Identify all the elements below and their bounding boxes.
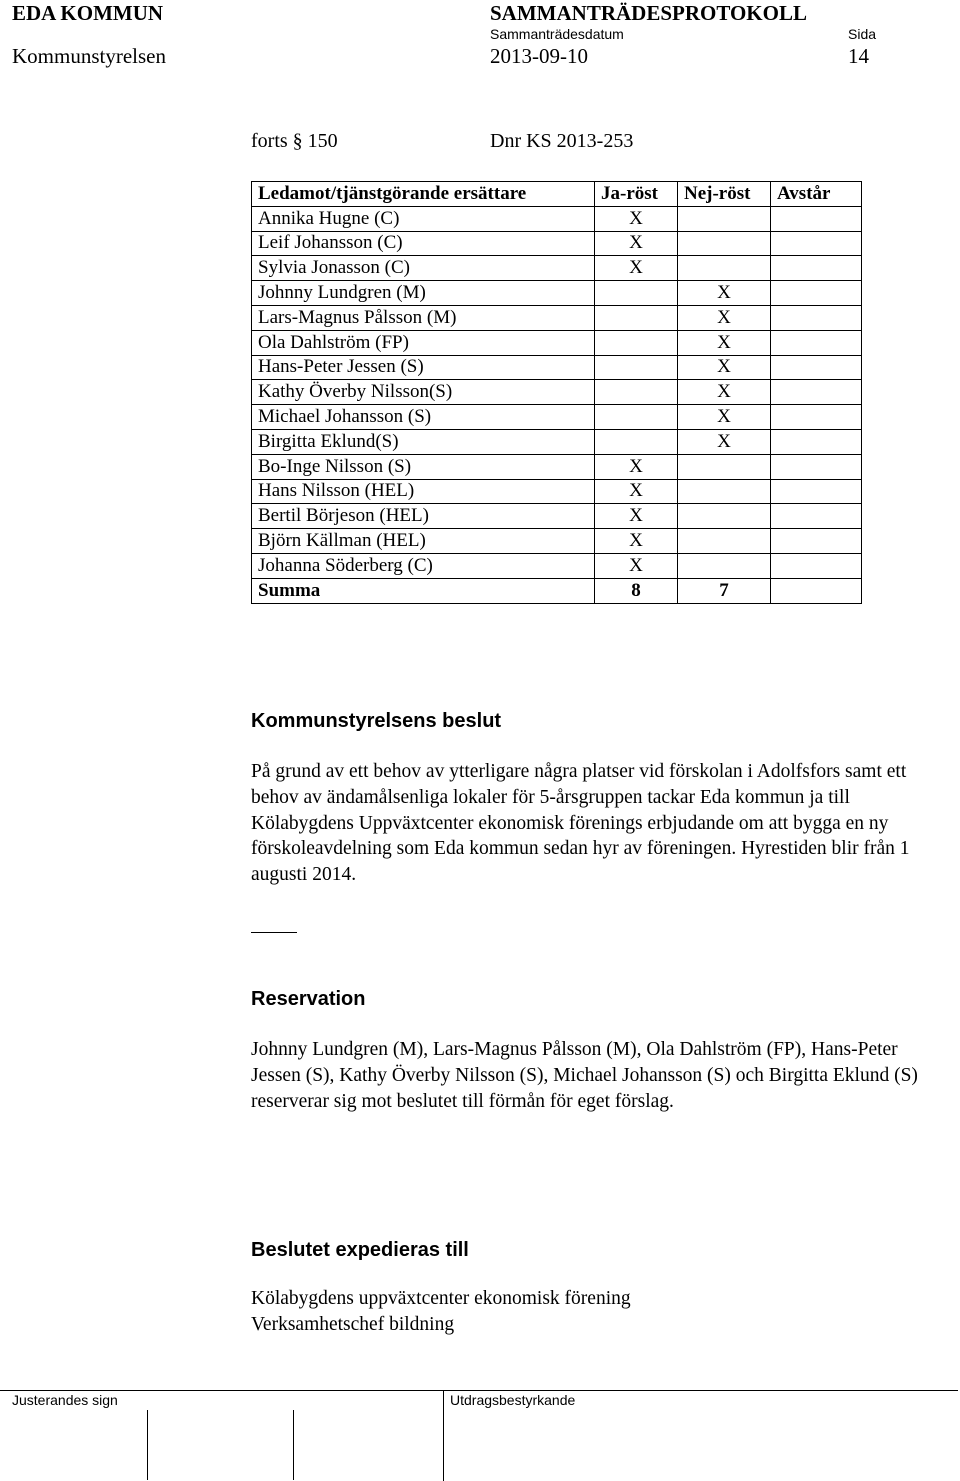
no-vote-cell: X: [678, 405, 771, 430]
footer-rule: [0, 1390, 958, 1391]
abstain-cell: [771, 429, 862, 454]
yes-vote-cell: X: [595, 553, 678, 578]
abstain-cell: [771, 355, 862, 380]
member-name-cell: Michael Johansson (S): [252, 405, 595, 430]
yes-vote-cell: [595, 305, 678, 330]
yes-vote-cell: [595, 330, 678, 355]
vote-table-row: [252, 206, 862, 231]
member-name-cell: Annika Hugne (C): [252, 206, 595, 231]
abstain-cell: [771, 380, 862, 405]
column-header-no: Nej-röst: [678, 182, 771, 207]
decision-text: På grund av ett behov av ytterligare några platser vid förskolan i Adolfsfors samt ett behov av ändamålsenliga lokaler för 5-årsgruppen tackar Eda kommun ja till Kölabygdens Uppväxtcenter ekonomisk förenings erbjudande om att bygga en ny förskoleavdelning som Eda kommun sedan hyr av föreningen. Hyrestiden blir från 1 augusti 2014.: [251, 761, 910, 886]
vote-table-row: [252, 504, 862, 529]
no-vote-cell: X: [678, 380, 771, 405]
member-name-cell: Johnny Lundgren (M): [252, 281, 595, 306]
abstain-cell: [771, 454, 862, 479]
abstain-total-cell: [771, 578, 862, 603]
vote-table-row: [252, 256, 862, 281]
yes-vote-cell: X: [595, 256, 678, 281]
no-vote-cell: [678, 454, 771, 479]
no-vote-cell: [678, 529, 771, 554]
vote-table-row: [252, 380, 862, 405]
no-vote-cell: X: [678, 429, 771, 454]
yes-vote-cell: [595, 355, 678, 380]
abstain-cell: [771, 529, 862, 554]
member-name-cell: Sylvia Jonasson (C): [252, 256, 595, 281]
column-header-member: Ledamot/tjänstgörande ersättare: [252, 182, 595, 207]
member-name-cell: Hans Nilsson (HEL): [252, 479, 595, 504]
yes-vote-cell: X: [595, 529, 678, 554]
vote-table-row: [252, 281, 862, 306]
vote-table-summary-row: [252, 578, 862, 603]
yes-total-cell: 8: [595, 578, 678, 603]
organization-name: EDA KOMMUN: [12, 1, 164, 25]
member-name-cell: Birgitta Eklund(S): [252, 429, 595, 454]
footer-divider: [443, 1391, 444, 1481]
member-name-cell: Leif Johansson (C): [252, 231, 595, 256]
abstain-cell: [771, 330, 862, 355]
abstain-cell: [771, 479, 862, 504]
abstain-cell: [771, 206, 862, 231]
yes-vote-cell: X: [595, 231, 678, 256]
vote-table-row: [252, 330, 862, 355]
vote-table-row: [252, 429, 862, 454]
member-name-cell: Johanna Söderberg (C): [252, 553, 595, 578]
vote-table-row: [252, 305, 862, 330]
page-number: 14: [848, 44, 869, 68]
member-name-cell: Bertil Börjeson (HEL): [252, 504, 595, 529]
vote-table-row: [252, 529, 862, 554]
yes-vote-cell: X: [595, 206, 678, 231]
meeting-date: 2013-09-10: [490, 44, 588, 68]
paragraph-reference: forts § 150: [251, 130, 338, 152]
meeting-date-label: Sammanträdesdatum: [490, 26, 624, 42]
yes-vote-cell: X: [595, 479, 678, 504]
separator-line: [251, 932, 297, 933]
column-header-abstain: Avstår: [771, 182, 862, 207]
signature-label: Justerandes sign: [12, 1392, 118, 1408]
member-name-cell: Björn Källman (HEL): [252, 529, 595, 554]
vote-table-row: [252, 553, 862, 578]
no-vote-cell: [678, 231, 771, 256]
reservation-text: Johnny Lundgren (M), Lars-Magnus Pålsson (M), Ola Dahlström (FP), Hans-Peter Jessen (S), Kathy Överby Nilsson (S), Michael Johansson (S) och Birgitta Eklund (S) reserverar sig mot beslutet till förmån för eget förslag.: [251, 1039, 918, 1112]
decision-heading: Kommunstyrelsens beslut: [251, 710, 502, 732]
dispatch-recipient: Kölabygdens uppväxtcenter ekonomisk förening: [251, 1288, 631, 1309]
page-label: Sida: [848, 26, 877, 42]
summary-label-cell: Summa: [252, 578, 595, 603]
no-vote-cell: [678, 504, 771, 529]
reservation-heading: Reservation: [251, 988, 366, 1010]
member-name-cell: Bo-Inge Nilsson (S): [252, 454, 595, 479]
signature-box-divider: [147, 1410, 148, 1480]
no-vote-cell: [678, 553, 771, 578]
no-vote-cell: X: [678, 355, 771, 380]
yes-vote-cell: [595, 405, 678, 430]
no-vote-cell: X: [678, 330, 771, 355]
no-vote-cell: [678, 206, 771, 231]
abstain-cell: [771, 553, 862, 578]
case-number: Dnr KS 2013-253: [490, 130, 634, 152]
yes-vote-cell: X: [595, 504, 678, 529]
no-vote-cell: X: [678, 305, 771, 330]
column-header-yes: Ja-röst: [595, 182, 678, 207]
abstain-cell: [771, 281, 862, 306]
dispatch-heading: Beslutet expedieras till: [251, 1239, 469, 1261]
governing-body: Kommunstyrelsen: [12, 44, 166, 68]
extract-certification-label: Utdragsbestyrkande: [450, 1392, 576, 1408]
vote-table: [251, 181, 862, 604]
no-vote-cell: [678, 479, 771, 504]
vote-table-header-row: [252, 182, 862, 207]
yes-vote-cell: [595, 281, 678, 306]
vote-table-row: [252, 454, 862, 479]
abstain-cell: [771, 256, 862, 281]
member-name-cell: Lars-Magnus Pålsson (M): [252, 305, 595, 330]
no-vote-cell: [678, 256, 771, 281]
vote-table-row: [252, 479, 862, 504]
document-type: SAMMANTRÄDESPROTOKOLL: [490, 1, 807, 25]
no-total-cell: 7: [678, 578, 771, 603]
no-vote-cell: X: [678, 281, 771, 306]
vote-table-row: [252, 231, 862, 256]
yes-vote-cell: X: [595, 454, 678, 479]
dispatch-recipient: Verksamhetschef bildning: [251, 1314, 455, 1335]
abstain-cell: [771, 231, 862, 256]
vote-table-row: [252, 355, 862, 380]
abstain-cell: [771, 305, 862, 330]
member-name-cell: Kathy Överby Nilsson(S): [252, 380, 595, 405]
vote-table-row: [252, 405, 862, 430]
signature-box-divider: [293, 1410, 294, 1480]
member-name-cell: Hans-Peter Jessen (S): [252, 355, 595, 380]
abstain-cell: [771, 504, 862, 529]
yes-vote-cell: [595, 429, 678, 454]
yes-vote-cell: [595, 380, 678, 405]
abstain-cell: [771, 405, 862, 430]
member-name-cell: Ola Dahlström (FP): [252, 330, 595, 355]
